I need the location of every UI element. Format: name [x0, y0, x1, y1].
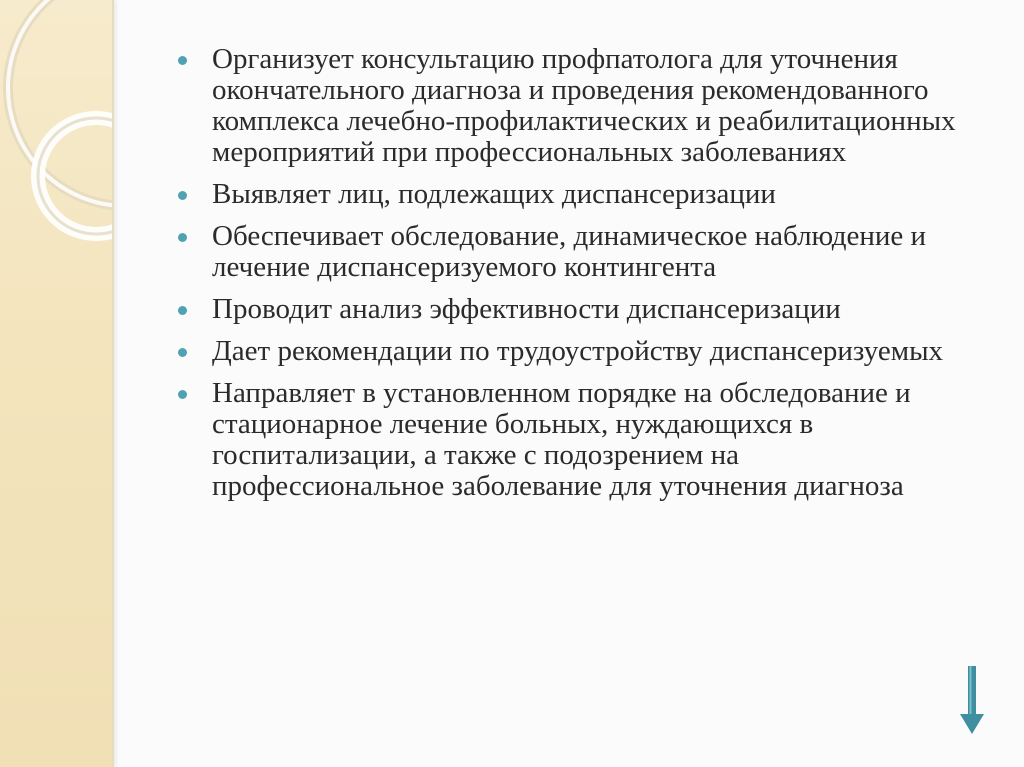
list-item	[172, 294, 972, 325]
bullet-icon	[178, 348, 187, 357]
bullet-icon	[178, 56, 187, 65]
list-item	[172, 44, 972, 168]
bullet-icon	[178, 191, 187, 200]
list-item-text: Проводит анализ эффективности диспансеризации	[212, 293, 841, 325]
arrow-down-icon	[958, 664, 986, 736]
list-item-text: Направляет в установленном порядке на обследование и стационарное лечение больных, нуждающихся в госпитализации, а также с подозрением на профессиональное заболевание для уточнения диагноза	[212, 377, 911, 502]
list-item	[172, 336, 972, 367]
content-area	[172, 44, 972, 513]
list-item	[172, 179, 972, 210]
decorative-sidebar	[0, 0, 114, 767]
list-item	[172, 378, 972, 502]
bullet-icon	[178, 306, 187, 315]
bullet-icon	[178, 390, 187, 399]
next-slide-button[interactable]	[958, 664, 986, 736]
bullet-list	[172, 44, 972, 502]
list-item-text: Выявляет лиц, подлежащих диспансеризации	[212, 178, 776, 210]
decorative-rings-icon	[0, 0, 112, 767]
list-item	[172, 221, 972, 283]
bullet-icon	[178, 233, 187, 242]
list-item-text: Обеспечивает обследование, динамическое наблюдение и лечение диспансеризуемого контингента	[212, 220, 927, 283]
list-item-text: Дает рекомендации по трудоустройству диспансеризуемых	[212, 335, 944, 367]
list-item-text: Организует консультацию профпатолога для уточнения окончательного диагноза и проведения рекомендованного комплекса лечебно-профилактических и реабилитационных мероприятий при профессиональных заболеваниях	[212, 43, 956, 168]
